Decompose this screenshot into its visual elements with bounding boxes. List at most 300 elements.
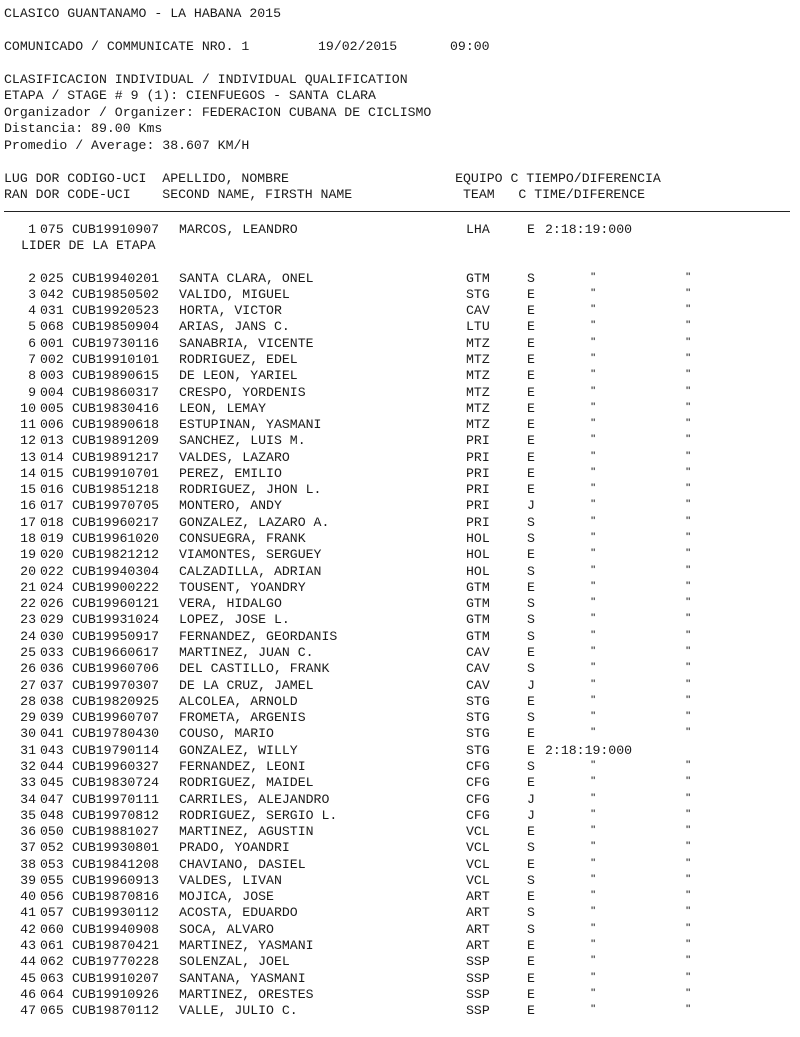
cell-uci: CUB19960707 [72, 710, 160, 726]
cell-lug: 31 [20, 742, 36, 758]
cell-lug: 5 [28, 319, 36, 335]
cell-name: MARTINEZ, JUAN C. [179, 644, 314, 660]
cell-name: VERA, HIDALGO [179, 596, 282, 612]
cell-cat: E [527, 449, 535, 465]
cell-name: CHAVIANO, DASIEL [179, 856, 306, 872]
cell-team: PRI [466, 482, 490, 498]
cell-dor: 045 [40, 775, 64, 791]
cell-lug: 23 [20, 612, 36, 628]
cell-dor: 038 [40, 693, 64, 709]
cell-cat: E [527, 889, 535, 905]
cell-name: HORTA, VICTOR [179, 303, 282, 319]
cell-team: VCL [466, 856, 490, 872]
cell-time-ditto: " [591, 757, 596, 772]
cell-lug: 3 [28, 286, 36, 302]
cell-name: PRADO, YOANDRI [179, 840, 290, 856]
cell-time-ditto: " [591, 725, 596, 740]
cell-name: SOLENZAL, JOEL [179, 954, 290, 970]
cell-dor: 006 [40, 417, 64, 433]
cell-diff-ditto: " [686, 530, 691, 545]
cell-team: VCL [466, 824, 490, 840]
cell-lug: 37 [20, 840, 36, 856]
cell-cat: S [527, 563, 535, 579]
cell-diff-ditto: " [686, 969, 691, 984]
cell-name: ALCOLEA, ARNOLD [179, 693, 298, 709]
cell-diff-ditto: " [686, 611, 691, 626]
cell-dor: 047 [40, 791, 64, 807]
cell-team: VCL [466, 840, 490, 856]
cell-time-ditto: " [591, 1002, 596, 1017]
cell-diff-ditto: " [686, 464, 691, 479]
cell-name: CALZADILLA, ADRIAN [179, 563, 322, 579]
cell-time-ditto: " [591, 985, 596, 1000]
cell-diff-ditto: " [686, 595, 691, 610]
cell-dor: 004 [40, 384, 64, 400]
cell-team: SSP [466, 986, 490, 1002]
cell-team: CAV [466, 677, 490, 693]
cell-diff-ditto: " [686, 513, 691, 528]
cell-time-ditto: " [591, 920, 596, 935]
cell-diff-ditto: " [686, 709, 691, 724]
cell-lug: 28 [20, 693, 36, 709]
cell-lug: 1 [28, 222, 36, 237]
cell-team: MTZ [466, 400, 490, 416]
cell-dor: 029 [40, 612, 64, 628]
cell-dor: 033 [40, 644, 64, 660]
cell-time-ditto: " [591, 888, 596, 903]
cell-time: 2:18:19:000 [545, 222, 633, 237]
cell-lug: 18 [20, 531, 36, 547]
cell-lug: 12 [20, 433, 36, 449]
cell-team: SSP [466, 954, 490, 970]
cell-name: PEREZ, EMILIO [179, 465, 282, 481]
cell-team: CAV [466, 644, 490, 660]
cell-lug: 29 [20, 710, 36, 726]
cell-dor: 063 [40, 970, 64, 986]
cell-diff-ditto: " [686, 806, 691, 821]
cell-cat: S [527, 661, 535, 677]
cell-time-ditto: " [591, 937, 596, 952]
cell-team: PRI [466, 433, 490, 449]
cell-uci: CUB19830416 [72, 400, 160, 416]
cell-lug: 14 [20, 465, 36, 481]
cell-name: RODRIGUEZ, MAIDEL [179, 775, 314, 791]
cell-cat: S [527, 628, 535, 644]
cell-team: HOL [466, 547, 490, 563]
cell-name: ESTUPINAN, YASMANI [179, 417, 322, 433]
cell-cat: E [527, 970, 535, 986]
cell-uci: CUB19930112 [72, 905, 160, 921]
cell-uci: CUB19820925 [72, 693, 160, 709]
cell-lug: 11 [20, 417, 36, 433]
cell-dor: 061 [40, 938, 64, 954]
cell-lug: 41 [20, 905, 36, 921]
cell-name: ACOSTA, EDUARDO [179, 905, 298, 921]
cell-team: CFG [466, 758, 490, 774]
cell-uci: CUB19851218 [72, 482, 160, 498]
cell-cat: E [527, 938, 535, 954]
cell-diff-ditto: " [686, 871, 691, 886]
cell-team: MTZ [466, 368, 490, 384]
cell-uci: CUB19830724 [72, 775, 160, 791]
cell-lug: 22 [20, 596, 36, 612]
cell-diff-ditto: " [686, 985, 691, 1000]
cell-dor: 060 [40, 921, 64, 937]
cell-cat: E [527, 693, 535, 709]
cell-team: CAV [466, 303, 490, 319]
cell-diff-ditto: " [686, 269, 691, 284]
cell-team: STG [466, 742, 490, 758]
cell-team: CFG [466, 791, 490, 807]
cell-name: GONZALEZ, LAZARO A. [179, 514, 330, 530]
cell-diff-ditto: " [686, 692, 691, 707]
cell-time-ditto: " [591, 643, 596, 658]
cell-team: PRI [466, 465, 490, 481]
cell-name: VALDES, LIVAN [179, 872, 282, 888]
cell-team: MTZ [466, 417, 490, 433]
race-title: CLASICO GUANTANAMO - LA HABANA 2015 [4, 6, 281, 21]
cell-time-ditto: " [591, 709, 596, 724]
cell-lug: 30 [20, 726, 36, 742]
cell-cat: J [527, 807, 535, 823]
cell-cat: S [527, 270, 535, 286]
cell-diff-ditto: " [686, 578, 691, 593]
cell-dor: 030 [40, 628, 64, 644]
cell-uci: CUB19881027 [72, 824, 160, 840]
cell-uci: CUB19900222 [72, 579, 160, 595]
cell-cat: S [527, 514, 535, 530]
cell-time-ditto: " [591, 302, 596, 317]
cell-lug: 13 [20, 449, 36, 465]
cell-uci: CUB19770228 [72, 954, 160, 970]
cell-lug: 39 [20, 872, 36, 888]
cell-dor: 015 [40, 465, 64, 481]
cell-dor: 025 [40, 270, 64, 286]
cell-cat: E [527, 384, 535, 400]
cell-time-ditto: " [591, 595, 596, 610]
classification-title: CLASIFICACION INDIVIDUAL / INDIVIDUAL QUALIFICATION [4, 72, 408, 87]
cell-name: FROMETA, ARGENIS [179, 710, 306, 726]
header-divider [4, 211, 790, 212]
cell-lug: 10 [20, 400, 36, 416]
cell-dor: 002 [40, 351, 64, 367]
cell-time-ditto: " [591, 627, 596, 642]
cell-team: HOL [466, 531, 490, 547]
cell-lug: 44 [20, 954, 36, 970]
cell-diff-ditto: " [686, 725, 691, 740]
cell-uci: CUB19961020 [72, 531, 160, 547]
cell-uci: CUB19940908 [72, 921, 160, 937]
cell-diff-ditto: " [686, 888, 691, 903]
cell-dor: 026 [40, 596, 64, 612]
cell-dor: 013 [40, 433, 64, 449]
cell-lug: 25 [20, 644, 36, 660]
organizer: Organizador / Organizer: FEDERACION CUBANA DE CICLISMO [4, 105, 432, 120]
column-headers-es: LUG DOR CODIGO-UCI APELLIDO, NOMBRE EQUIPO C TIEMPO/DIFERENCIA [4, 171, 661, 186]
cell-cat: S [527, 905, 535, 921]
cell-lug: 19 [20, 547, 36, 563]
cell-dor: 018 [40, 514, 64, 530]
cell-cat: E [527, 319, 535, 335]
cell-diff-ditto: " [686, 790, 691, 805]
cell-team: GTM [466, 612, 490, 628]
cell-dor: 057 [40, 905, 64, 921]
cell-cat: S [527, 710, 535, 726]
cell-uci: CUB19960217 [72, 514, 160, 530]
cell-lug: 20 [20, 563, 36, 579]
cell-time-ditto: " [591, 546, 596, 561]
cell-dor: 019 [40, 531, 64, 547]
cell-dor: 068 [40, 319, 64, 335]
cell-diff-ditto: " [686, 562, 691, 577]
cell-diff-ditto: " [686, 904, 691, 919]
cell-diff-ditto: " [686, 302, 691, 317]
cell-team: ART [466, 938, 490, 954]
cell-uci: CUB19930801 [72, 840, 160, 856]
cell-diff-ditto: " [686, 823, 691, 838]
cell-uci: CUB19891217 [72, 449, 160, 465]
cell-dor: 044 [40, 758, 64, 774]
cell-dor: 003 [40, 368, 64, 384]
cell-team: GTM [466, 596, 490, 612]
cell-name: FERNANDEZ, GEORDANIS [179, 628, 338, 644]
cell-uci: CUB19940304 [72, 563, 160, 579]
cell-time-ditto: " [591, 318, 596, 333]
cell-time-ditto: " [591, 855, 596, 870]
cell-team: SSP [466, 970, 490, 986]
cell-team: LHA [466, 222, 490, 237]
cell-diff-ditto: " [686, 1002, 691, 1017]
cell-time-ditto: " [591, 416, 596, 431]
cell-team: PRI [466, 498, 490, 514]
cell-dor: 064 [40, 986, 64, 1002]
cell-cat: E [527, 824, 535, 840]
cell-diff-ditto: " [686, 774, 691, 789]
cell-team: STG [466, 726, 490, 742]
cell-uci: CUB19910907 [72, 222, 160, 237]
cell-cat: E [527, 368, 535, 384]
cell-cat: E [527, 303, 535, 319]
cell-name: MARCOS, LEANDRO [179, 222, 298, 237]
cell-lug: 43 [20, 938, 36, 954]
cell-diff-ditto: " [686, 920, 691, 935]
cell-lug: 38 [20, 856, 36, 872]
cell-time-ditto: " [591, 578, 596, 593]
cell-team: CFG [466, 807, 490, 823]
cell-uci: CUB19780430 [72, 726, 160, 742]
cell-team: STG [466, 286, 490, 302]
cell-dor: 039 [40, 710, 64, 726]
cell-name: CONSUEGRA, FRANK [179, 531, 306, 547]
cell-diff-ditto: " [686, 937, 691, 952]
cell-name: CARRILES, ALEJANDRO [179, 791, 330, 807]
cell-cat: E [527, 986, 535, 1002]
cell-name: RODRIGUEZ, SERGIO L. [179, 807, 338, 823]
cell-team: STG [466, 710, 490, 726]
cell-time: 2:18:19:000 [545, 742, 633, 758]
cell-cat: S [527, 921, 535, 937]
cell-lug: 8 [28, 368, 36, 384]
cell-diff-ditto: " [686, 399, 691, 414]
cell-team: STG [466, 693, 490, 709]
cell-team: LTU [466, 319, 490, 335]
cell-lug: 2 [28, 270, 36, 286]
cell-cat: J [527, 791, 535, 807]
cell-time-ditto: " [591, 660, 596, 675]
cell-team: CFG [466, 775, 490, 791]
cell-lug: 7 [28, 351, 36, 367]
cell-uci: CUB19841208 [72, 856, 160, 872]
cell-lug: 32 [20, 758, 36, 774]
cell-time-ditto: " [591, 969, 596, 984]
cell-name: SANTANA, YASMANI [179, 970, 306, 986]
cell-uci: CUB19970812 [72, 807, 160, 823]
cell-uci: CUB19960327 [72, 758, 160, 774]
cell-cat: S [527, 758, 535, 774]
cell-diff-ditto: " [686, 481, 691, 496]
cell-name: VALLE, JULIO C. [179, 1003, 298, 1019]
cell-diff-ditto: " [686, 643, 691, 658]
cell-time-ditto: " [591, 367, 596, 382]
cell-lug: 46 [20, 986, 36, 1002]
cell-cat: E [527, 433, 535, 449]
cell-lug: 9 [28, 384, 36, 400]
cell-cat: E [527, 222, 535, 237]
cell-uci: CUB19940201 [72, 270, 160, 286]
cell-name: VALIDO, MIGUEL [179, 286, 290, 302]
cell-name: DEL CASTILLO, FRANK [179, 661, 330, 677]
cell-cat: E [527, 286, 535, 302]
cell-lug: 42 [20, 921, 36, 937]
cell-name: VALDES, LAZARO [179, 449, 290, 465]
cell-diff-ditto: " [686, 953, 691, 968]
cell-uci: CUB19790114 [72, 742, 160, 758]
cell-lug: 34 [20, 791, 36, 807]
cell-lug: 24 [20, 628, 36, 644]
cell-uci: CUB19860317 [72, 384, 160, 400]
cell-team: VCL [466, 872, 490, 888]
cell-uci: CUB19910101 [72, 351, 160, 367]
cell-lug: 4 [28, 303, 36, 319]
cell-time-ditto: " [591, 904, 596, 919]
cell-name: COUSO, MARIO [179, 726, 274, 742]
cell-diff-ditto: " [686, 318, 691, 333]
cell-uci: CUB19891209 [72, 433, 160, 449]
cell-dor: 016 [40, 482, 64, 498]
cell-name: MARTINEZ, YASMANI [179, 938, 314, 954]
cell-lug: 36 [20, 824, 36, 840]
cell-uci: CUB19850904 [72, 319, 160, 335]
cell-lug: 40 [20, 889, 36, 905]
cell-cat: S [527, 596, 535, 612]
cell-lug: 33 [20, 775, 36, 791]
cell-time-ditto: " [591, 334, 596, 349]
cell-time-ditto: " [591, 839, 596, 854]
cell-team: MTZ [466, 384, 490, 400]
cell-lug: 16 [20, 498, 36, 514]
cell-team: SSP [466, 1003, 490, 1019]
column-headers-en: RAN DOR CODE-UCI SECOND NAME, FIRSTH NAME TEAM C TIME/DIFERENCE [4, 187, 646, 202]
cell-uci: CUB19931024 [72, 612, 160, 628]
cell-dor: 055 [40, 872, 64, 888]
cell-dor: 020 [40, 547, 64, 563]
cell-diff-ditto: " [686, 367, 691, 382]
cell-team: GTM [466, 270, 490, 286]
cell-name: MARTINEZ, AGUSTIN [179, 824, 314, 840]
cell-diff-ditto: " [686, 757, 691, 772]
cell-uci: CUB19870112 [72, 1003, 160, 1019]
cell-dor: 065 [40, 1003, 64, 1019]
cell-dor: 001 [40, 335, 64, 351]
cell-time-ditto: " [591, 269, 596, 284]
cell-cat: S [527, 612, 535, 628]
cell-name: SANCHEZ, LUIS M. [179, 433, 306, 449]
cell-diff-ditto: " [686, 546, 691, 561]
cell-name: SANABRIA, VICENTE [179, 335, 314, 351]
cell-name: RODRIGUEZ, JHON L. [179, 482, 322, 498]
cell-uci: CUB19660617 [72, 644, 160, 660]
cell-uci: CUB19870816 [72, 889, 160, 905]
cell-cat: S [527, 840, 535, 856]
cell-time-ditto: " [591, 676, 596, 691]
cell-name: RODRIGUEZ, EDEL [179, 351, 298, 367]
cell-dor: 042 [40, 286, 64, 302]
cell-uci: CUB19910207 [72, 970, 160, 986]
cell-name: TOUSENT, YOANDRY [179, 579, 306, 595]
cell-diff-ditto: " [686, 855, 691, 870]
cell-time-ditto: " [591, 611, 596, 626]
cell-dor: 022 [40, 563, 64, 579]
cell-dor: 005 [40, 400, 64, 416]
cell-name: SANTA CLARA, ONEL [179, 270, 314, 286]
cell-team: HOL [466, 563, 490, 579]
cell-diff-ditto: " [686, 350, 691, 365]
cell-time-ditto: " [591, 562, 596, 577]
cell-time-ditto: " [591, 383, 596, 398]
cell-cat: E [527, 1003, 535, 1019]
cell-uci: CUB19960913 [72, 872, 160, 888]
cell-dor: 037 [40, 677, 64, 693]
cell-diff-ditto: " [686, 839, 691, 854]
cell-dor: 014 [40, 449, 64, 465]
cell-diff-ditto: " [686, 497, 691, 512]
cell-cat: E [527, 465, 535, 481]
cell-cat: E [527, 775, 535, 791]
cell-dor: 017 [40, 498, 64, 514]
average-speed: Promedio / Average: 38.607 KM/H [4, 138, 250, 153]
cell-lug: 35 [20, 807, 36, 823]
cell-lug: 45 [20, 970, 36, 986]
cell-time-ditto: " [591, 823, 596, 838]
cell-dor: 053 [40, 856, 64, 872]
cell-lug: 21 [20, 579, 36, 595]
cell-cat: E [527, 351, 535, 367]
cell-time-ditto: " [591, 790, 596, 805]
cell-lug: 27 [20, 677, 36, 693]
cell-name: VIAMONTES, SERGUEY [179, 547, 322, 563]
cell-uci: CUB19970705 [72, 498, 160, 514]
cell-name: MONTERO, ANDY [179, 498, 282, 514]
cell-name: MARTINEZ, ORESTES [179, 986, 314, 1002]
cell-name: DE LA CRUZ, JAMEL [179, 677, 314, 693]
cell-diff-ditto: " [686, 416, 691, 431]
cell-time-ditto: " [591, 432, 596, 447]
cell-name: FERNANDEZ, LEONI [179, 758, 306, 774]
cell-time-ditto: " [591, 530, 596, 545]
cell-uci: CUB19821212 [72, 547, 160, 563]
cell-dor: 024 [40, 579, 64, 595]
cell-cat: E [527, 579, 535, 595]
